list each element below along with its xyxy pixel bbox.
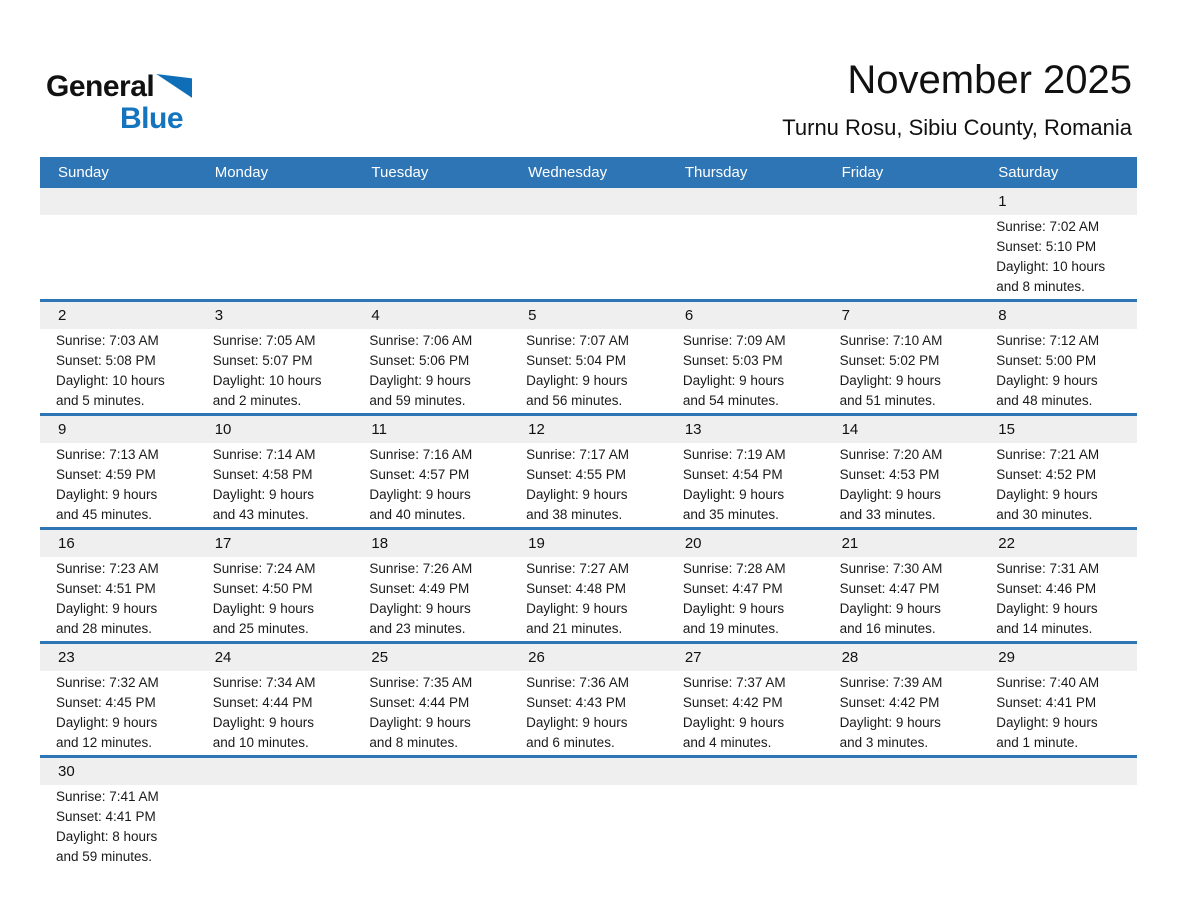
day-detail-line: Sunrise: 7:30 AM (839, 561, 943, 576)
week-row (40, 644, 1137, 758)
day-detail-line: Daylight: 9 hours (682, 487, 785, 502)
day-number: 4 (371, 307, 380, 324)
day-number-band (40, 416, 1137, 443)
day-detail-line: Sunset: 5:02 PM (839, 353, 940, 368)
day-cell-empty (353, 217, 510, 297)
day-detail-line: and 5 minutes. (56, 393, 145, 408)
week-row (40, 530, 1137, 644)
day-cell (40, 445, 197, 525)
weekday-header-saturday: Saturday (998, 164, 1059, 181)
day-detail-line: Sunrise: 7:24 AM (212, 561, 316, 576)
day-detail-line: Sunrise: 7:21 AM (996, 447, 1100, 462)
day-number: 22 (998, 535, 1015, 552)
day-cell (40, 787, 197, 867)
day-detail-line: Sunrise: 7:09 AM (682, 333, 786, 348)
day-number-band (40, 758, 1137, 785)
day-detail-line: Daylight: 9 hours (526, 373, 628, 388)
logo-text-blue: Blue (120, 102, 184, 135)
day-number: 12 (528, 421, 545, 438)
day-detail-line: and 43 minutes. (212, 507, 309, 522)
day-detail-line: and 6 minutes. (526, 735, 615, 750)
day-details-row (40, 671, 1137, 755)
day-detail-line: Daylight: 9 hours (212, 487, 315, 502)
day-number: 8 (998, 307, 1007, 324)
day-detail-line: Sunset: 4:59 PM (56, 467, 156, 482)
day-detail-line: Sunrise: 7:32 AM (56, 675, 159, 690)
logo-top-row (46, 72, 192, 102)
day-detail-line: Daylight: 10 hours (996, 259, 1106, 274)
day-detail-line: Sunrise: 7:06 AM (369, 333, 473, 348)
day-detail-line: Daylight: 9 hours (996, 487, 1098, 502)
day-detail-line: Daylight: 10 hours (212, 373, 322, 388)
day-detail-line: and 14 minutes. (996, 621, 1093, 636)
day-detail-line: and 4 minutes. (682, 735, 772, 750)
day-detail-line: Sunrise: 7:27 AM (526, 561, 629, 576)
day-cell-empty (824, 787, 981, 867)
day-number: 3 (214, 307, 224, 324)
day-detail-line: Daylight: 9 hours (996, 715, 1098, 730)
day-detail-line: and 56 minutes. (526, 393, 623, 408)
day-cell (40, 559, 197, 639)
day-cell (510, 559, 667, 639)
weekday-header-friday: Friday (841, 164, 884, 181)
day-detail-line: and 8 minutes. (369, 735, 458, 750)
day-detail-line: and 1 minute. (996, 735, 1079, 750)
day-detail-line: Sunrise: 7:14 AM (212, 447, 316, 462)
day-detail-line: Sunset: 4:44 PM (369, 695, 470, 710)
day-number: 5 (528, 307, 537, 324)
day-detail-line: Daylight: 9 hours (56, 487, 158, 502)
day-detail-line: Daylight: 9 hours (212, 715, 315, 730)
day-number: 6 (684, 307, 694, 324)
day-detail-line: and 3 minutes. (839, 735, 929, 750)
day-detail-line: Sunrise: 7:36 AM (526, 675, 629, 690)
day-number: 13 (684, 421, 702, 438)
day-number: 11 (371, 421, 387, 438)
day-number: 30 (58, 763, 75, 780)
weekday-header-monday: Monday (214, 164, 269, 181)
day-detail-line: Sunrise: 7:41 AM (56, 789, 159, 804)
day-detail-line: Sunrise: 7:12 AM (996, 333, 1100, 348)
day-number-band (40, 530, 1137, 557)
day-detail-line: and 19 minutes. (682, 621, 779, 636)
day-cell-empty (510, 787, 667, 867)
day-detail-line: and 12 minutes. (56, 735, 153, 750)
day-detail-line: Sunrise: 7:34 AM (212, 675, 316, 690)
day-detail-line: Sunrise: 7:03 AM (56, 333, 159, 348)
day-detail-line: Sunset: 4:43 PM (526, 695, 626, 710)
day-cell (510, 331, 667, 411)
day-detail-line: Sunrise: 7:05 AM (212, 333, 316, 348)
day-detail-line: Daylight: 9 hours (682, 601, 785, 616)
day-cell (980, 217, 1137, 297)
day-number: 14 (841, 421, 859, 438)
calendar (40, 157, 1137, 869)
day-detail-line: Daylight: 9 hours (682, 715, 785, 730)
day-cell-empty (824, 217, 981, 297)
day-number-band (40, 302, 1137, 329)
day-cell (197, 673, 354, 753)
weekday-header-tuesday: Tuesday (371, 164, 429, 181)
day-detail-line: Sunset: 4:51 PM (56, 581, 156, 596)
day-number: 16 (58, 535, 75, 552)
day-detail-line: and 2 minutes. (212, 393, 302, 408)
day-cell (197, 331, 354, 411)
day-detail-line: Sunset: 4:57 PM (369, 467, 470, 482)
day-detail-line: and 23 minutes. (369, 621, 466, 636)
day-detail-line: Daylight: 9 hours (839, 715, 941, 730)
day-detail-line: Daylight: 9 hours (56, 601, 158, 616)
day-detail-line: Sunset: 4:42 PM (682, 695, 783, 710)
general-blue-logo (46, 72, 192, 134)
day-detail-line: Sunset: 5:03 PM (682, 353, 783, 368)
week-row (40, 188, 1137, 302)
day-detail-line: Sunrise: 7:16 AM (369, 447, 473, 462)
day-detail-line: Daylight: 9 hours (212, 601, 315, 616)
day-detail-line: Sunrise: 7:28 AM (682, 561, 786, 576)
weekday-header-wednesday: Wednesday (528, 164, 608, 181)
day-detail-line: and 28 minutes. (56, 621, 153, 636)
day-detail-line: Sunset: 4:45 PM (56, 695, 156, 710)
day-cell-empty (980, 787, 1137, 867)
day-detail-line: Daylight: 9 hours (56, 715, 158, 730)
day-detail-line: and 10 minutes. (212, 735, 309, 750)
day-detail-line: Sunrise: 7:10 AM (839, 333, 943, 348)
day-number: 19 (528, 535, 545, 552)
day-details-row (40, 557, 1137, 641)
week-row (40, 302, 1137, 416)
day-detail-line: and 16 minutes. (839, 621, 936, 636)
day-detail-line: Sunrise: 7:23 AM (56, 561, 159, 576)
day-detail-line: Sunset: 4:47 PM (839, 581, 940, 596)
day-detail-line: Sunset: 4:52 PM (996, 467, 1097, 482)
day-number: 24 (214, 649, 232, 666)
day-cell-empty (197, 787, 354, 867)
week-row (40, 758, 1137, 869)
day-detail-line: and 51 minutes. (839, 393, 936, 408)
weekday-header-sunday: Sunday (58, 164, 109, 181)
day-number: 29 (998, 649, 1015, 666)
day-detail-line: Sunrise: 7:02 AM (996, 219, 1100, 234)
day-detail-line: Daylight: 9 hours (839, 601, 941, 616)
day-cell (824, 445, 981, 525)
day-cell (353, 331, 510, 411)
logo-text-general: General (46, 70, 155, 103)
page-title: November 2025 (847, 58, 1132, 102)
day-number: 21 (841, 535, 859, 552)
day-detail-line: Sunset: 5:04 PM (526, 353, 626, 368)
day-detail-line: and 25 minutes. (212, 621, 309, 636)
day-detail-line: Daylight: 9 hours (996, 601, 1098, 616)
day-detail-line: Sunrise: 7:13 AM (56, 447, 159, 462)
day-detail-line: and 45 minutes. (56, 507, 153, 522)
day-detail-line: Sunset: 4:44 PM (212, 695, 313, 710)
day-number: 2 (58, 307, 67, 324)
day-detail-line: Sunset: 4:55 PM (526, 467, 626, 482)
day-cell (667, 559, 824, 639)
day-detail-line: Daylight: 9 hours (369, 601, 471, 616)
day-number: 26 (528, 649, 545, 666)
day-detail-line: and 30 minutes. (996, 507, 1093, 522)
day-number: 20 (684, 535, 702, 552)
day-cell-empty (510, 217, 667, 297)
day-cell (510, 673, 667, 753)
day-details-row (40, 443, 1137, 527)
day-detail-line: Daylight: 9 hours (526, 601, 628, 616)
day-detail-line: Daylight: 9 hours (526, 487, 628, 502)
day-detail-line: Sunset: 4:47 PM (682, 581, 783, 596)
day-detail-line: Sunset: 5:08 PM (56, 353, 156, 368)
day-cell (40, 673, 197, 753)
day-detail-line: Sunset: 4:58 PM (212, 467, 313, 482)
day-detail-line: Sunrise: 7:19 AM (682, 447, 786, 462)
calendar-weeks (40, 188, 1137, 869)
day-detail-line: Sunrise: 7:40 AM (996, 675, 1100, 690)
day-detail-line: Sunset: 5:06 PM (369, 353, 470, 368)
day-detail-line: Sunrise: 7:20 AM (839, 447, 943, 462)
day-cell (824, 673, 981, 753)
day-detail-line: and 48 minutes. (996, 393, 1093, 408)
day-detail-line: Daylight: 9 hours (839, 373, 941, 388)
logo-triangle-icon (156, 74, 192, 98)
day-detail-line: Sunrise: 7:31 AM (996, 561, 1100, 576)
day-detail-line: Daylight: 9 hours (526, 715, 628, 730)
day-number-band (40, 188, 1137, 215)
day-number: 28 (841, 649, 859, 666)
day-detail-line: Sunset: 4:46 PM (996, 581, 1097, 596)
day-number: 18 (371, 535, 389, 552)
day-cell (510, 445, 667, 525)
day-detail-line: and 21 minutes. (526, 621, 623, 636)
day-detail-line: Sunrise: 7:26 AM (369, 561, 473, 576)
day-number: 23 (58, 649, 75, 666)
day-cell (824, 331, 981, 411)
day-details-row (40, 785, 1137, 869)
day-number: 10 (214, 421, 232, 438)
day-number: 9 (58, 421, 67, 438)
day-cell (824, 559, 981, 639)
day-cell (980, 445, 1137, 525)
day-detail-line: Sunset: 4:54 PM (682, 467, 783, 482)
day-detail-line: Sunset: 5:07 PM (212, 353, 313, 368)
day-number: 25 (371, 649, 389, 666)
day-detail-line: Sunset: 5:00 PM (996, 353, 1097, 368)
day-detail-line: and 35 minutes. (682, 507, 779, 522)
day-detail-line: Sunrise: 7:17 AM (526, 447, 629, 462)
day-detail-line: and 33 minutes. (839, 507, 936, 522)
day-detail-line: Sunset: 4:42 PM (839, 695, 940, 710)
day-detail-line: Sunrise: 7:35 AM (369, 675, 473, 690)
day-detail-line: Daylight: 9 hours (369, 487, 471, 502)
day-cell-empty (667, 787, 824, 867)
day-detail-line: Sunset: 4:53 PM (839, 467, 940, 482)
day-cell (667, 445, 824, 525)
day-detail-line: Sunrise: 7:07 AM (526, 333, 629, 348)
day-detail-line: Daylight: 9 hours (996, 373, 1098, 388)
day-detail-line: and 59 minutes. (56, 849, 153, 864)
day-detail-line: Sunset: 5:10 PM (996, 239, 1097, 254)
day-number: 1 (998, 193, 1007, 210)
day-number: 17 (214, 535, 232, 552)
day-cell (667, 331, 824, 411)
day-detail-line: Daylight: 9 hours (839, 487, 941, 502)
day-detail-line: Daylight: 8 hours (56, 829, 158, 844)
day-cell-empty (353, 787, 510, 867)
day-detail-line: Daylight: 9 hours (369, 373, 471, 388)
day-details-row (40, 329, 1137, 413)
day-detail-line: Sunset: 4:48 PM (526, 581, 626, 596)
day-cell (197, 445, 354, 525)
weekday-header-thursday: Thursday (684, 164, 748, 181)
day-cell (980, 559, 1137, 639)
day-detail-line: Sunrise: 7:37 AM (682, 675, 786, 690)
weekday-header-row (40, 157, 1137, 188)
week-row (40, 416, 1137, 530)
day-cell (40, 331, 197, 411)
day-detail-line: Daylight: 9 hours (369, 715, 471, 730)
day-details-row (40, 215, 1137, 299)
day-number: 7 (841, 307, 850, 324)
day-detail-line: Sunset: 4:49 PM (369, 581, 470, 596)
day-detail-line: Daylight: 10 hours (56, 373, 165, 388)
day-cell-empty (40, 217, 197, 297)
day-detail-line: Sunset: 4:41 PM (56, 809, 156, 824)
day-detail-line: and 54 minutes. (682, 393, 779, 408)
day-number: 27 (684, 649, 702, 666)
day-cell (667, 673, 824, 753)
day-cell (980, 673, 1137, 753)
day-number-band (40, 644, 1137, 671)
day-cell (353, 673, 510, 753)
day-cell-empty (667, 217, 824, 297)
day-detail-line: Sunset: 4:50 PM (212, 581, 313, 596)
day-detail-line: Sunset: 4:41 PM (996, 695, 1097, 710)
day-cell (197, 559, 354, 639)
day-number: 15 (998, 421, 1015, 438)
day-cell (353, 445, 510, 525)
day-detail-line: Daylight: 9 hours (682, 373, 785, 388)
day-detail-line: and 38 minutes. (526, 507, 623, 522)
day-detail-line: Sunrise: 7:39 AM (839, 675, 943, 690)
day-detail-line: and 8 minutes. (996, 279, 1085, 294)
day-cell-empty (197, 217, 354, 297)
title-block (782, 58, 1132, 141)
day-detail-line: and 40 minutes. (369, 507, 466, 522)
day-detail-line: and 59 minutes. (369, 393, 466, 408)
day-cell (353, 559, 510, 639)
page-subtitle: Turnu Rosu, Sibiu County, Romania (782, 115, 1132, 140)
day-cell (980, 331, 1137, 411)
